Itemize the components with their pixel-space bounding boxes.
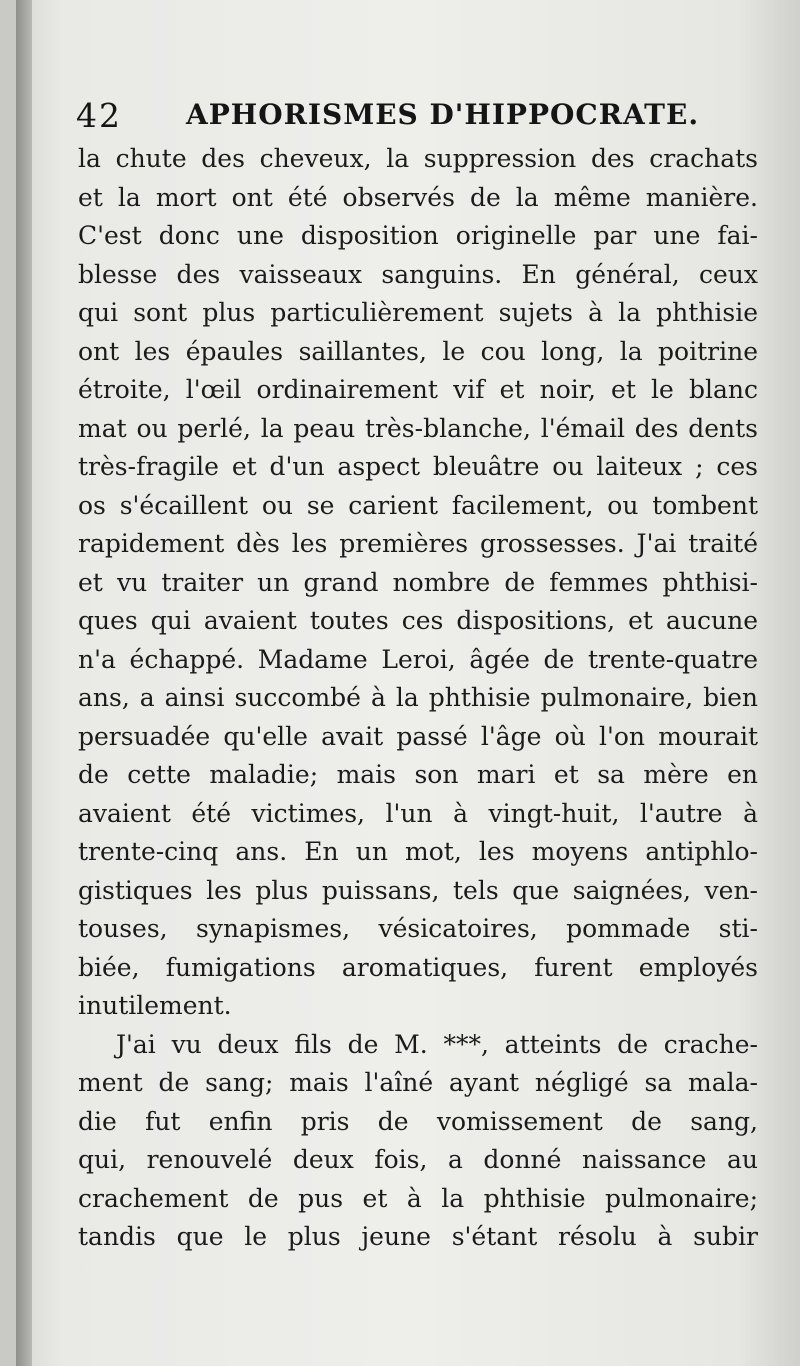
text-line: persuadée qu'elle avait passé l'âge où l'on mourait [78,721,758,751]
text-line: et la mort ont été observés de la même manière. [78,182,758,212]
text-line: qui sont plus particulièrement sujets à la phthisie [78,298,758,327]
page-header [76,96,756,142]
text-line: ont les épaules saillantes, le cou long, la poitrine [78,336,758,366]
book-page [16,0,800,1366]
body-text [78,140,758,1257]
text-line: et vu traiter un grand nombre de femmes phthisi- [78,567,758,597]
page-number: 42 [76,96,122,135]
text-line: ans, a ainsi succombé à la phthisie pulmonaire, bien [78,683,758,712]
text-line: de cette maladie; mais son mari et sa mère en [78,760,758,789]
text-line: avaient été victimes, l'un à vingt-huit, l'autre à [78,798,758,828]
text-line: trente-cinq ans. En un mot, les moyens antiphlo- [78,837,758,866]
text-line: étroite, l'œil ordinairement vif et noir, et le blanc [78,375,758,404]
text-line: n'a échappé. Madame Leroi, âgée de trente-quatre [78,644,758,674]
text-line: crachement de pus et à la phthisie pulmonaire; [78,1183,758,1213]
text-line: tandis que le plus jeune s'étant résolu à subir [78,1222,758,1251]
text-line: gistiques les plus puissans, tels que saignées, ven- [78,875,758,905]
text-line: os s'écaillent ou se carient facilement, ou tombent [78,490,758,520]
text-line: blesse des vaisseaux sanguins. En général, ceux [78,259,758,289]
text-line: C'est donc une disposition originelle par une fai- [78,221,758,250]
text-line: inutilement. [78,991,232,1020]
text-line: la chute des cheveux, la suppression des crachats [78,144,758,173]
text-line: qui, renouvelé deux fois, a donné naissance au [78,1145,758,1174]
text-line: touses, synapismes, vésicatoires, pommade sti- [78,914,758,943]
text-line: biée, fumigations aromatiques, furent employés [78,952,758,982]
running-title: APHORISMES D'HIPPOCRATE. [186,98,700,131]
text-line: die fut enfin pris de vomissement de sang, [78,1106,758,1136]
text-line: mat ou perlé, la peau très-blanche, l'émail des dents [78,413,758,443]
text-line: J'ai vu deux fils de M. ***, atteints de crache- [116,1029,758,1059]
text-line: très-fragile et d'un aspect bleuâtre ou laiteux ; ces [78,452,758,481]
text-line: rapidement dès les premières grossesses. J'ai traité [78,529,758,558]
text-line: ques qui avaient toutes ces dispositions, et aucune [78,606,758,635]
page-gutter-shadow [16,0,32,1366]
text-line: ment de sang; mais l'aîné ayant négligé sa mala- [78,1068,758,1097]
